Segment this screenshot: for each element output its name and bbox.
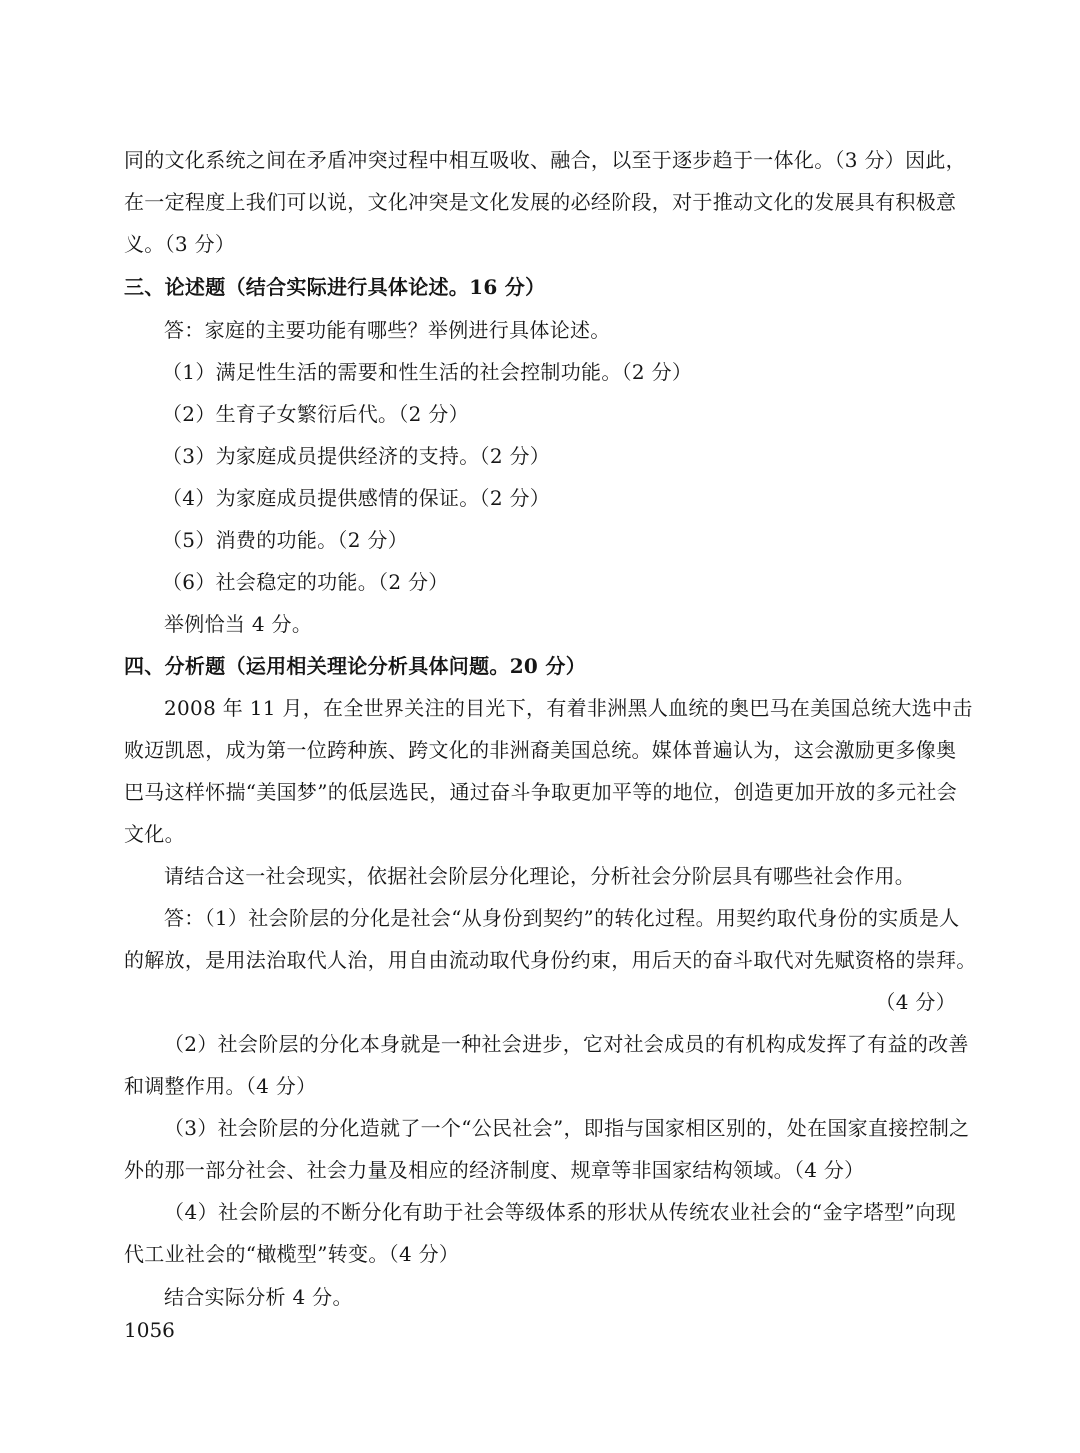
text-line: 巴马这样怀揣“美国梦”的低层选民，通过奋斗争取更加平等的地位，创造更加开放的多元社会 xyxy=(124,780,958,804)
list-item: （6）社会稳定的功能。（2 分） xyxy=(162,570,449,594)
text-line: 义。（3 分） xyxy=(124,232,236,256)
score-note: （4 分） xyxy=(875,990,956,1014)
text-line: 和调整作用。（4 分） xyxy=(124,1074,317,1098)
text-line: 的解放，是用法治取代人治，用自由流动取代身份约束，用后天的奋斗取代对先赋资格的崇拜。 xyxy=(124,948,977,972)
text-line: 2008 年 11 月，在全世界关注的目光下，有着非洲黑人血统的奥巴马在美国总统大选中击 xyxy=(164,696,973,720)
text-line: 败迈凯恩，成为第一位跨种族、跨文化的非洲裔美国总统。媒体普遍认为，这会激励更多像奥 xyxy=(124,738,957,762)
section-heading: 四、分析题（运用相关理论分析具体问题。20 分） xyxy=(124,654,586,678)
list-item: （2）生育子女繁衍后代。（2 分） xyxy=(162,402,469,426)
text-line: 代工业社会的“橄榄型”转变。（4 分） xyxy=(124,1242,460,1266)
text-line: 外的那一部分社会、社会力量及相应的经济制度、规章等非国家结构领域。（4 分） xyxy=(124,1158,865,1182)
question-text: 请结合这一社会现实，依据社会阶层分化理论，分析社会分阶层具有哪些社会作用。 xyxy=(164,864,916,888)
text-line: （2）社会阶层的分化本身就是一种社会进步，它对社会成员的有机构成发挥了有益的改善 xyxy=(164,1032,969,1056)
score-note: 举例恰当 4 分。 xyxy=(164,612,313,636)
score-note: 结合实际分析 4 分。 xyxy=(164,1285,353,1309)
list-item: （1）满足性生活的需要和性生活的社会控制功能。（2 分） xyxy=(162,360,693,384)
text-line: （3）社会阶层的分化造就了一个“公民社会”，即指与国家相区别的，处在国家直接控制之 xyxy=(164,1116,970,1140)
text-line: 同的文化系统之间在矛盾冲突过程中相互吸收、融合，以至于逐步趋于一体化。（3 分）因此， xyxy=(124,148,966,172)
text-line: 文化。 xyxy=(124,822,185,846)
text-line: 答：（1）社会阶层的分化是社会“从身份到契约”的转化过程。用契约取代身份的实质是人 xyxy=(164,906,960,930)
question-text: 答：家庭的主要功能有哪些？举例进行具体论述。 xyxy=(164,318,611,342)
list-item: （5）消费的功能。（2 分） xyxy=(162,528,409,552)
text-line: （4）社会阶层的不断分化有助于社会等级体系的形状从传统农业社会的“金字塔型”向现 xyxy=(164,1200,956,1224)
text-line: 在一定程度上我们可以说，文化冲突是文化发展的必经阶段，对于推动文化的发展具有积极意 xyxy=(124,190,957,214)
section-heading: 三、论述题（结合实际进行具体论述。16 分） xyxy=(124,275,546,299)
list-item: （4）为家庭成员提供感情的保证。（2 分） xyxy=(162,486,551,510)
page-number: 1056 xyxy=(124,1318,175,1342)
list-item: （3）为家庭成员提供经济的支持。（2 分） xyxy=(162,444,551,468)
